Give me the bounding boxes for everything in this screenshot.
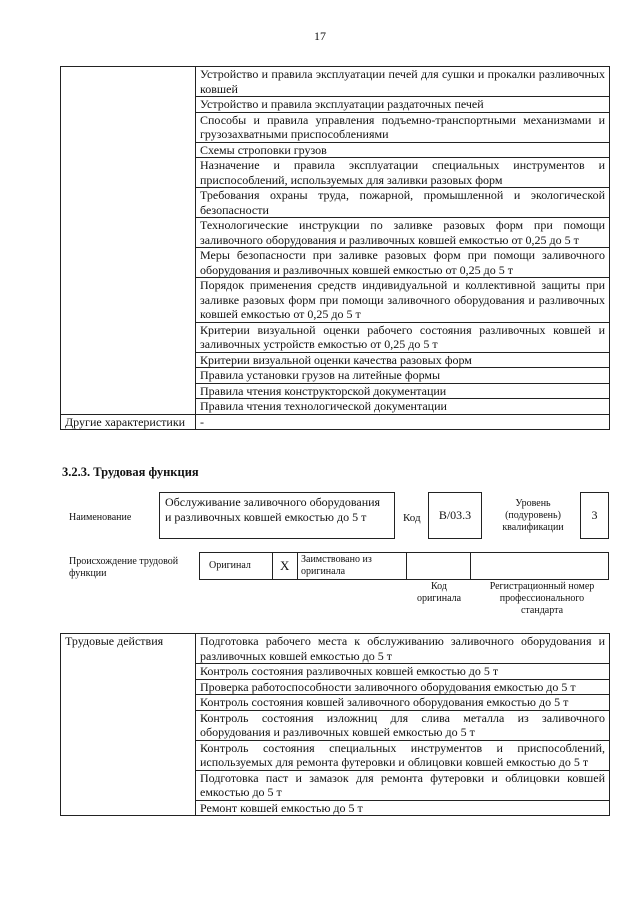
action-item: Контроль состояния специальных инструментов и приспособлений, используемых для ремонта футеровки и облицовки ковшей емкостью до 5 т <box>196 740 610 770</box>
code-label: Код <box>403 512 421 524</box>
action-item: Подготовка рабочего места к обслуживанию заливочного оборудования и разливочных ковшей емкостью до 5 т <box>196 634 610 664</box>
reg-number-label: Регистрационный номер профессионального стандарта <box>489 581 595 616</box>
actions-label: Трудовые действия <box>61 634 196 816</box>
row-text: Правила чтения конструкторской документации <box>196 383 610 399</box>
page-number: 17 <box>314 29 326 43</box>
row-text: Требования охраны труда, пожарной, промышленной и экологической безопасности <box>196 188 610 218</box>
name-label: Наименование <box>69 512 132 523</box>
row-label <box>61 67 196 415</box>
row-text: Порядок применения средств индивидуальной и коллективной защиты при заливке разовых форм при помощи заливочного оборудования и разливочных ковшей емкостью от 0,25 до 5 т <box>196 278 610 323</box>
code-value: В/03.3 <box>438 508 472 522</box>
original-mark: X <box>280 558 290 573</box>
row-text: Устройство и правила эксплуатации раздаточных печей <box>196 97 610 113</box>
level-box <box>580 492 609 539</box>
row-text: Правила чтения технологической документации <box>196 399 610 415</box>
row-text: Меры безопасности при заливке разовых форм при помощи заливочного оборудования и разливочных ковшей емкостью от 0,25 до 5 т <box>196 248 610 278</box>
origin-row <box>199 552 609 580</box>
row-text: Способы и правила управления подъемно-транспортными механизмами и грузозахватными приспособлениями <box>196 112 610 142</box>
code-box <box>428 492 482 539</box>
row-text: Критерии визуальной оценки качества разовых форм <box>196 352 610 368</box>
section-heading: 3.2.3. Трудовая функция <box>62 465 199 479</box>
row-text: - <box>196 414 610 430</box>
action-item: Подготовка паст и замазок для ремонта футеровки и облицовки ковшей емкостью до 5 т <box>196 770 610 800</box>
row-text: Технологические инструкции по заливке разовых форм при помощи заливочного оборудования и разливочных ковшей емкостью от 0,25 до 5 т <box>196 218 610 248</box>
function-name: Обслуживание заливочного оборудования и разливочных ковшей емкостью до 5 т <box>165 495 381 524</box>
level-label: Уровень (подуровень) квалификации <box>502 498 564 533</box>
actions-table <box>60 633 610 816</box>
borrowed-label: Заимствовано из оригинала <box>301 554 372 577</box>
action-item: Ремонт ковшей емкостью до 5 т <box>196 800 610 816</box>
original-label: Оригинал <box>209 560 251 571</box>
code-original-label: Код оригинала <box>416 581 462 604</box>
table-row <box>61 67 610 97</box>
table-row <box>61 634 610 664</box>
action-item: Проверка работоспособности заливочного оборудования емкостью до 5 т <box>196 679 610 695</box>
row-text: Схемы строповки грузов <box>196 142 610 158</box>
row-text: Правила установки грузов на литейные формы <box>196 368 610 384</box>
row-text: Устройство и правила эксплуатации печей для сушки и прокалки разливочных ковшей <box>196 67 610 97</box>
action-item: Контроль состояния изложниц для слива металла из заливочного оборудования и разливочных ковшей емкостью до 5 т <box>196 710 610 740</box>
knowledge-table <box>60 66 610 430</box>
origin-label: Происхождение трудовой функции <box>69 556 179 579</box>
action-item: Контроль состояния ковшей заливочного оборудования емкостью до 5 т <box>196 695 610 711</box>
row-text: Критерии визуальной оценки рабочего состояния разливочных ковшей и заливочных устройств емкостью от 0,25 до 5 т <box>196 322 610 352</box>
level-value: 3 <box>591 508 598 522</box>
action-item: Контроль состояния разливочных ковшей емкостью до 5 т <box>196 664 610 680</box>
table-row <box>61 414 610 430</box>
function-name-box <box>159 492 395 539</box>
row-text: Назначение и правила эксплуатации специальных инструментов и приспособлений, используемых для заливки разовых форм <box>196 158 610 188</box>
row-label: Другие характеристики <box>61 414 196 430</box>
